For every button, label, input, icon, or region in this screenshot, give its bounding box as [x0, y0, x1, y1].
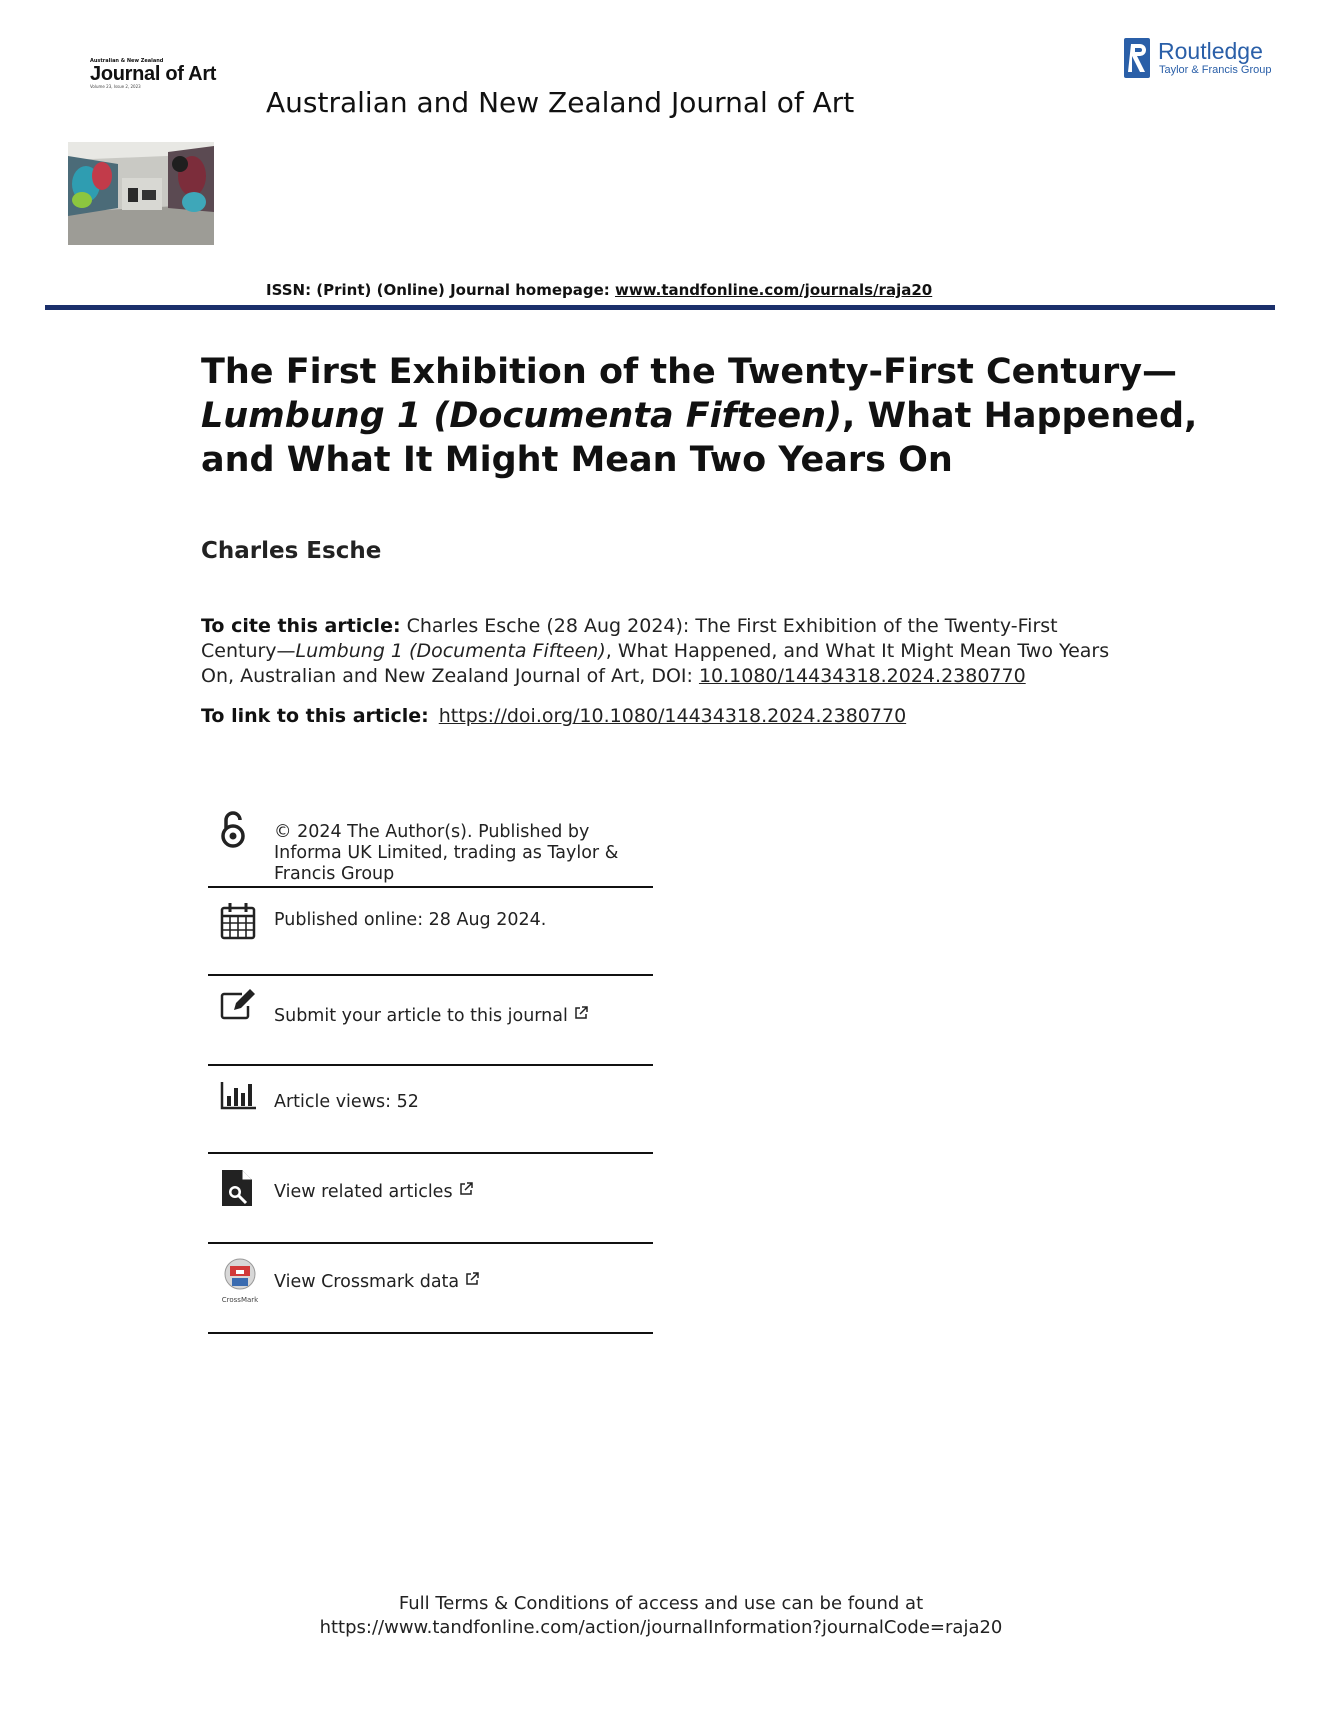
- open-access-icon: [220, 810, 246, 850]
- citation-label: To cite this article:: [201, 615, 401, 637]
- article-views-row: [208, 1064, 653, 1154]
- external-link-icon: [465, 1272, 479, 1286]
- cover-logo-bottom-line: Volume 23, Issue 2, 2023: [90, 84, 141, 89]
- citation-block: [201, 614, 1121, 689]
- edit-icon: [220, 988, 258, 1020]
- author-name: Charles Esche: [201, 538, 382, 564]
- cover-logo-name: Journal of Art: [90, 63, 217, 85]
- journal-cover-logo: [90, 58, 225, 98]
- crossmark-caption: CrossMark: [221, 1296, 259, 1304]
- calendar-icon: [220, 902, 256, 940]
- issn-label: ISSN: (Print) (Online) Journal homepage:: [266, 281, 616, 299]
- external-link-icon: [574, 1006, 588, 1020]
- published-online-row: [208, 886, 653, 976]
- bar-chart-icon: [220, 1080, 258, 1110]
- terms-footer: [0, 1592, 1322, 1640]
- crossmark-icon: [220, 1258, 260, 1292]
- publisher-logo[interactable]: [1122, 36, 1282, 80]
- crossmark-logo: [220, 1258, 260, 1302]
- publisher-subtitle: Taylor & Francis Group: [1159, 64, 1272, 76]
- article-title-part1: The First Exhibition of the Twenty-First Century—: [201, 352, 1178, 392]
- journal-title: Australian and New Zealand Journal of Art: [266, 86, 855, 119]
- submit-article-row[interactable]: [208, 974, 653, 1066]
- crossmark-label: View Crossmark data: [274, 1272, 460, 1292]
- article-link-line: [201, 705, 906, 727]
- article-link-url[interactable]: https://doi.org/10.1080/14434318.2024.2380770: [438, 705, 907, 727]
- citation-text-part1: Charles Esche (28 Aug 2024): The First Exhibition of the Twenty-First Century—: [201, 615, 1058, 662]
- publisher-name: Routledge: [1158, 38, 1263, 64]
- submit-article-label: Submit your article to this journal: [274, 1006, 568, 1026]
- routledge-spine-icon: [1122, 36, 1152, 80]
- article-title: [201, 350, 1201, 482]
- terms-footer-url[interactable]: https://www.tandfonline.com/action/journalInformation?journalCode=raja20: [319, 1617, 1003, 1638]
- journal-homepage-link[interactable]: www.tandfonline.com/journals/raja20: [615, 281, 933, 299]
- doi-link[interactable]: 10.1080/14434318.2024.2380770: [698, 665, 1026, 687]
- published-online-text: Published online: 28 Aug 2024.: [274, 910, 547, 930]
- article-title-italic: Lumbung 1 (Documenta Fifteen): [201, 396, 843, 436]
- article-views-text: Article views: 52: [274, 1092, 419, 1112]
- journal-cover-image: [68, 142, 214, 245]
- crossmark-link[interactable]: [274, 1272, 479, 1293]
- article-link-label: To link to this article:: [201, 705, 429, 727]
- citation-text-part2: , What Happened, and What It Might Mean Two Years On, Australian and New Zealand Journal of Art, DOI:: [201, 640, 1110, 687]
- citation-text-italic: Lumbung 1 (Documenta Fifteen): [295, 640, 606, 662]
- related-articles-link[interactable]: [274, 1182, 473, 1203]
- header-rule: [45, 305, 1275, 310]
- article-title-part2: , What Happened, and What It Might Mean Two Years On: [201, 396, 1198, 480]
- submit-article-link[interactable]: [274, 1006, 588, 1027]
- copyright-text: © 2024 The Author(s). Published by Informa UK Limited, trading as Taylor & Francis Group: [274, 822, 619, 884]
- external-link-icon: [459, 1182, 473, 1196]
- cover-logo-top-line: Australian & New Zealand: [90, 58, 164, 64]
- issn-line: [266, 281, 932, 299]
- open-access-row: [208, 810, 653, 888]
- related-articles-row[interactable]: [208, 1152, 653, 1244]
- crossmark-row[interactable]: [208, 1242, 653, 1334]
- search-document-icon: [220, 1168, 254, 1208]
- terms-footer-line1: Full Terms & Conditions of access and use can be found at: [398, 1593, 924, 1614]
- related-articles-label: View related articles: [274, 1182, 453, 1202]
